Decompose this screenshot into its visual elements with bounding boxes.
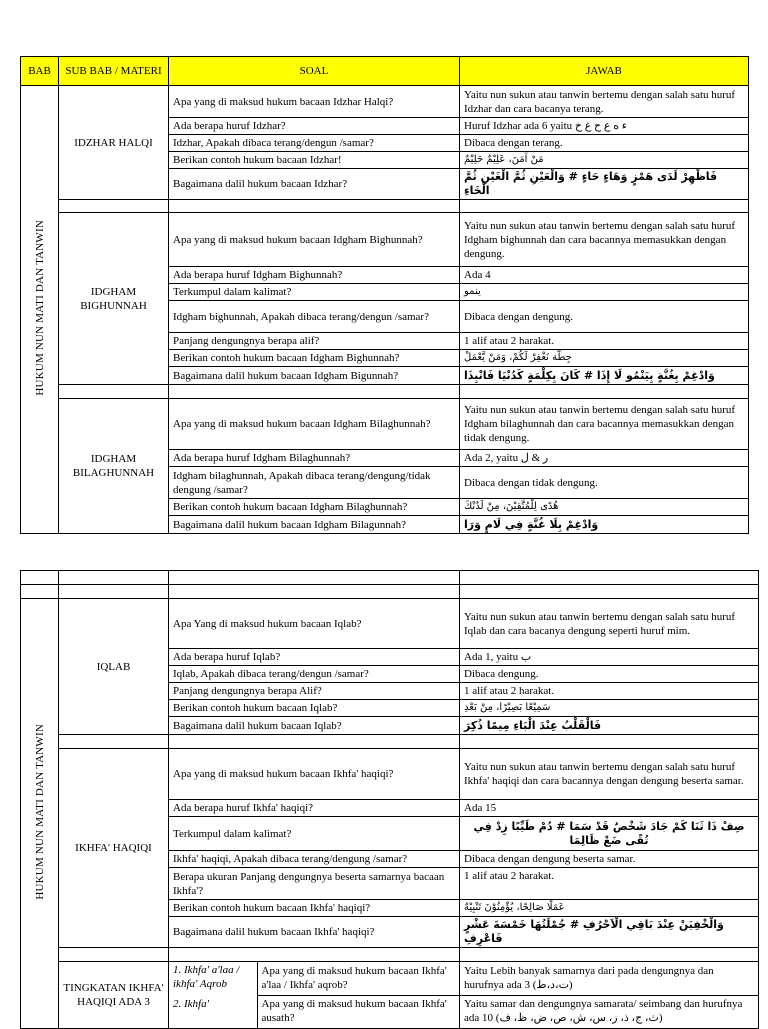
question: Panjang dengungnya berapa alif? bbox=[169, 333, 460, 350]
header-soal: SOAL bbox=[169, 57, 460, 86]
bab-label: HUKUM NUN MATI DAN TANWIN bbox=[21, 599, 59, 1029]
question: Terkumpul dalam kalimat? bbox=[169, 284, 460, 301]
answer: Dibaca dengung. bbox=[460, 666, 759, 683]
answer-arabic: وَادْغِمْ بِغُنَّةٍ بِيَنْمُو لَا إِذَا # كَانَ بِكِلْمَةٍ كَدُنْيَا فَانْبِذَا bbox=[460, 367, 749, 385]
header-sub-bab: SUB BAB / MATERI bbox=[59, 57, 169, 86]
question: Bagaimana dalil hukum bacaan Idgham Bilagunnah? bbox=[169, 516, 460, 534]
spacer-cell bbox=[59, 385, 169, 399]
answer: Yaitu nun sukun atau tanwin bertemu dengan salah satu huruf Ikhfa' haqiqi dan cara bacannya dengan dengung beserta samar. bbox=[460, 749, 759, 800]
question: Idgham bighunnah, Apakah dibaca terang/dengun /samar? bbox=[169, 301, 460, 333]
question: Idgham bilaghunnah, Apakah dibaca terang/dengung/tidak dengung /samar? bbox=[169, 467, 460, 499]
spacer-cell bbox=[59, 585, 169, 599]
header-jawab: JAWAB bbox=[460, 57, 749, 86]
header-bab: BAB bbox=[21, 57, 59, 86]
answer: Ada 4 bbox=[460, 267, 749, 284]
spacer-cell bbox=[460, 948, 759, 962]
question: Bagaimana dalil hukum bacaan Idzhar? bbox=[169, 169, 460, 200]
question: Apa Yang di maksud hukum bacaan Iqlab? bbox=[169, 599, 460, 649]
spacer-cell bbox=[59, 735, 169, 749]
answer: Yaitu nun sukun atau tanwin bertemu dengan salah satu huruf Idgham bilaghunnah dan cara bacannya memasukkan dengan tidak dengung. bbox=[460, 399, 749, 450]
spacer-cell bbox=[460, 385, 749, 399]
spacer-cell bbox=[169, 948, 460, 962]
answer-arabic: فَاظْهِرْ لَدَى هَمْزٍ وَهَاءٍ حَاءٍ # وَالْعَيْنِ ثُمَّ الْغَيْنِ ثُمَّ الْخَاءِ bbox=[460, 169, 749, 200]
answer-arabic: عَمَلًا صَالِحًا، يُؤْمِنُوْنَ تَنْبِيْهٌ bbox=[460, 900, 759, 917]
question: Apa yang di maksud hukum bacaan Idzhar Halqi? bbox=[169, 86, 460, 118]
answer: Dibaca dengan dengung beserta samar. bbox=[460, 851, 759, 868]
question: Apa yang di maksud hukum bacaan Ikhfa' ausath? bbox=[257, 995, 459, 1028]
question: Bagaimana dalil hukum bacaan Idgham Bigunnah? bbox=[169, 367, 460, 385]
tingkatan-levels bbox=[169, 962, 257, 1028]
spacer-cell bbox=[460, 585, 759, 599]
tingkatan-level-2: 2. Ikhfa' bbox=[173, 998, 209, 1010]
question: Ada berapa huruf Iqlab? bbox=[169, 649, 460, 666]
question: Apa yang di maksud hukum bacaan Idgham Bighunnah? bbox=[169, 213, 460, 267]
subbab-iqlab: IQLAB bbox=[59, 599, 169, 735]
question: Berikan contoh hukum bacaan Ikhfa' haqiqi? bbox=[169, 900, 460, 917]
answer: Yaitu nun sukun atau tanwin bertemu dengan salah satu huruf Idgham bighunnah dan cara bacannya memasukkan dengan dengung. bbox=[460, 213, 749, 267]
tingkatan-split-cell bbox=[169, 962, 460, 1029]
answer-arabic: ينمو bbox=[460, 284, 749, 301]
question: Apa yang di maksud hukum bacaan Idgham Bilaghunnah? bbox=[169, 399, 460, 450]
subbab-tingkatan: TINGKATAN IKHFA' HAQIQI ADA 3 bbox=[59, 962, 169, 1029]
subbab-bighunnah: IDGHAM BIGHUNNAH bbox=[59, 213, 169, 385]
question: Berikan contoh hukum bacaan Idgham Bilaghunnah? bbox=[169, 499, 460, 516]
question: Apa yang di maksud hukum bacaan Ikhfa' a'laa / Ikhfa' aqrob? bbox=[257, 962, 459, 995]
answer-arabic: فَالْقَلْبُ عِنْدَ الْبَاءِ مِيمًا ذُكِرَ bbox=[460, 717, 759, 735]
answer: Ada 15 bbox=[460, 800, 759, 817]
question: Terkumpul dalam kalimat? bbox=[169, 817, 460, 851]
subbab-ikhfa-haqiqi: IKHFA' HAQIQI bbox=[59, 749, 169, 948]
question: Apa yang di maksud hukum bacaan Ikhfa' haqiqi? bbox=[169, 749, 460, 800]
question: Idzhar, Apakah dibaca terang/dengun /samar? bbox=[169, 135, 460, 152]
table-part-2 bbox=[20, 570, 759, 1029]
tingkatan-inner-table bbox=[169, 962, 459, 1028]
question: Berikan contoh hukum bacaan Idgham Bighunnah? bbox=[169, 350, 460, 367]
answer: Dibaca dengan dengung. bbox=[460, 301, 749, 333]
bab-label: HUKUM NUN MATI DAN TANWIN bbox=[21, 86, 59, 534]
answer-arabic: صِفْ ذَا ثَنَا كَمْ جَادَ شَخْصٌ قَدْ سَمَا # دُمْ طَيِّبًا زِدْ فِي تُقًى ضَعْ ظَالِمَا bbox=[460, 817, 759, 851]
question: Ada berapa huruf Idzhar? bbox=[169, 118, 460, 135]
answer: Ada 2, yaitu ر & ل bbox=[460, 450, 749, 467]
question: Ikhfa' haqiqi, Apakah dibaca terang/dengung /samar? bbox=[169, 851, 460, 868]
tingkatan-level-1: 1. Ikhfa' a'laa / ikhfa' Aqrob bbox=[173, 964, 240, 990]
question: Berikan contoh hukum bacaan Iqlab? bbox=[169, 700, 460, 717]
spacer-cell bbox=[59, 200, 169, 213]
question: Panjang dengungnya berapa Alif? bbox=[169, 683, 460, 700]
question: Ada berapa huruf Idgham Bilaghunnah? bbox=[169, 450, 460, 467]
question: Berapa ukuran Panjang dengungnya beserta samarnya bacaan Ikhfa'? bbox=[169, 868, 460, 900]
subbab-idzhar: IDZHAR HALQI bbox=[59, 86, 169, 200]
spacer-cell bbox=[169, 585, 460, 599]
spacer-cell bbox=[460, 200, 749, 213]
answer: Yaitu samar dan dengungnya samarata/ seimbang dan hurufnya ada 10 (ث، ج، ذ، ز، س، ش، ص، ض، ظ، ف) bbox=[460, 995, 759, 1029]
spacer-cell bbox=[169, 385, 460, 399]
spacer-cell bbox=[460, 571, 759, 585]
question: Bagaimana dalil hukum bacaan Ikhfa' haqiqi? bbox=[169, 917, 460, 948]
answer-arabic: هُدًى لِلْمُتَّقِيْنَ، مِنْ لَدُنْكَ bbox=[460, 499, 749, 516]
spacer-cell bbox=[460, 735, 759, 749]
answer-arabic: جِطّة نَغْفِرْ لَكُمْ، وَمَنْ يَّعْمَلْ bbox=[460, 350, 749, 367]
spacer-cell bbox=[59, 571, 169, 585]
answer: 1 alif atau 2 harakat. bbox=[460, 683, 759, 700]
answer: Huruf Idzhar ada 6 yaitu ء ه ع ح غ خ bbox=[460, 118, 749, 135]
answer: Yaitu nun sukun atau tanwin bertemu dengan salah satu huruf Idzhar dan cara bacanya terang. bbox=[460, 86, 749, 118]
answer: Dibaca dengan tidak dengung. bbox=[460, 467, 749, 499]
answer: 1 alif atau 2 harakat. bbox=[460, 868, 759, 900]
question: Ada berapa huruf Ikhfa' haqiqi? bbox=[169, 800, 460, 817]
answer-arabic: سَمِيْعًا بَصِيْرًا، مِنْ بَعْدِ bbox=[460, 700, 759, 717]
spacer-cell bbox=[21, 571, 59, 585]
answer: 1 alif atau 2 harakat. bbox=[460, 333, 749, 350]
answer-arabic: وَادْغِمْ بِلَا غُنَّةٍ فِي لَامٍ وَرَا bbox=[460, 516, 749, 534]
question: Iqlab, Apakah dibaca terang/dengun /samar? bbox=[169, 666, 460, 683]
question: Berikan contoh hukum bacaan Idzhar! bbox=[169, 152, 460, 169]
spacer-cell bbox=[59, 948, 169, 962]
spacer-cell bbox=[169, 571, 460, 585]
answer: Ada 1, yaitu ب bbox=[460, 649, 759, 666]
question: Ada berapa huruf Idgham Bighunnah? bbox=[169, 267, 460, 284]
answer: Yaitu nun sukun atau tanwin bertemu dengan salah satu huruf Iqlab dan cara bacanya dengung seperti huruf mim. bbox=[460, 599, 759, 649]
spacer-cell bbox=[21, 585, 59, 599]
answer-arabic: وَالْخْفِيَنْ عِنْدَ بَاقِي الْاَحْرُفِ # جُمْلَتُهَا خَمْسَةَ عَشْرٍ فَاعْرِفِ bbox=[460, 917, 759, 948]
table-part-1 bbox=[20, 56, 749, 534]
answer-arabic: مَنْ آمَنَ، عَلِيْمٌ حَلِيْمٌ bbox=[460, 152, 749, 169]
answer: Dibaca dengan terang. bbox=[460, 135, 749, 152]
spacer-cell bbox=[169, 735, 460, 749]
question: Bagaimana dalil hukum bacaan Iqlab? bbox=[169, 717, 460, 735]
spacer-cell bbox=[169, 200, 460, 213]
subbab-bilaghunnah: IDGHAM BILAGHUNNAH bbox=[59, 399, 169, 534]
answer: Yaitu Lebih banyak samarnya dari pada dengungnya dan hurufnya ada 3 (ت،د،ط) bbox=[460, 962, 759, 996]
